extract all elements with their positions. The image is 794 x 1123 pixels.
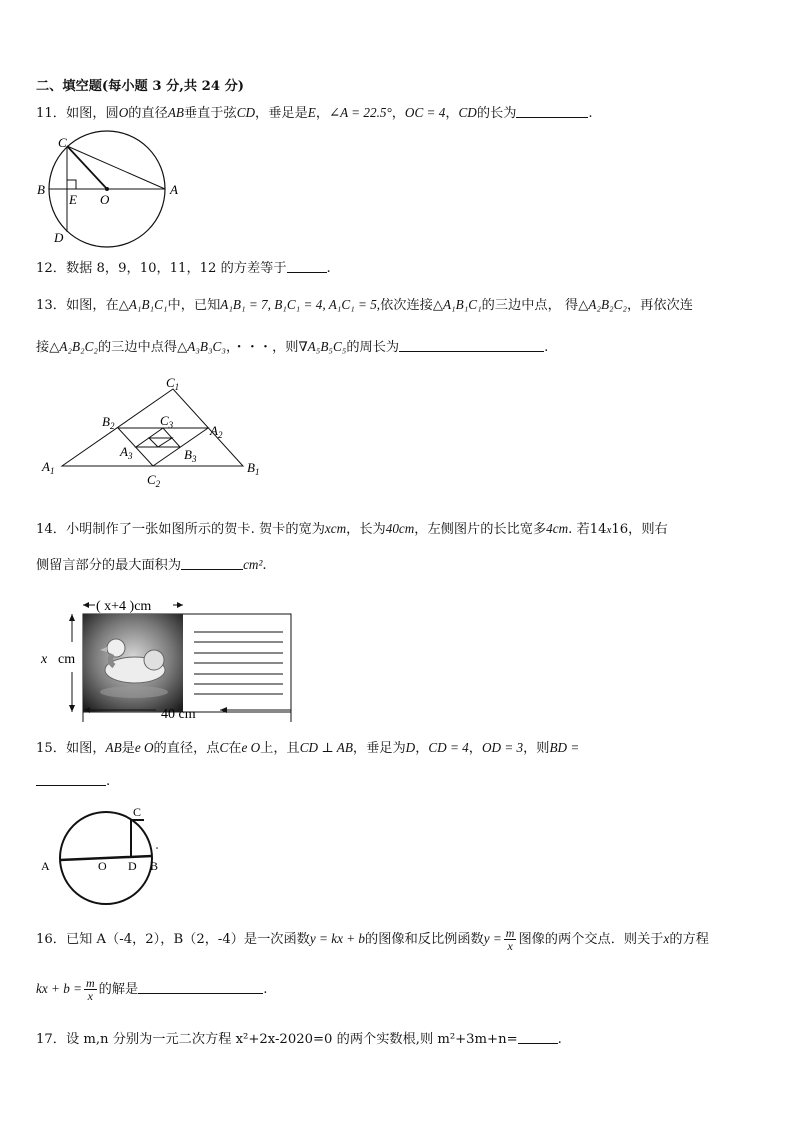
q13-math: △A₁B₁C₁ [118,297,168,312]
label-a2: $A_2$ [210,423,223,440]
q16-text: 的图像和反比例函数 [365,932,484,947]
message-lines [194,632,283,694]
q16-math: y = [483,931,502,946]
fraction-numerator: m [505,926,515,940]
q14-math: 4cm [546,521,569,536]
q11-math: AB [167,105,184,120]
q13-math: A₁B₁ = 7, B₁C₁ = 4, A₁C₁ = 5, [220,297,381,312]
q14-text: 侧留言部分的最大面积为 [36,558,182,573]
q16-text: 的方程 [669,932,709,947]
q11-text: 垂直于弦 [183,106,237,121]
q11-text: ， [391,106,405,121]
label-a3: $A_3$ [120,444,133,461]
label-side-x: x [41,652,48,667]
q13-text: ，・・・，则 [225,340,299,355]
q12-text: 12．数据 8，9，10，11，12 的方差等于 [36,261,287,276]
q14-card-figure [38,592,298,724]
label-bottom-dimension: 40 cm [161,707,196,722]
label-d: D [128,859,137,873]
label-c1: $C_1$ [166,375,180,392]
stray-dot [156,847,158,849]
q11-math: OC = 4 [404,105,446,120]
answer-blank [181,557,243,570]
q16-math: x [663,931,670,946]
q15-text: 的直径，点 [153,741,220,756]
question-14-line-1 [36,521,668,538]
q12-text: . [326,261,331,276]
q13-text: 中，已知 [167,298,221,313]
q14-math: x [606,524,612,536]
q17-text: 17．设 m,n 分别为一元二次方程 x²+2x-2020=0 的两个实数根,则 m²+3m+n= [36,1032,518,1047]
q13-math: △A₃B₃C₃ [177,339,226,354]
q11-math: E [307,105,316,120]
question-17 [36,1031,562,1048]
q15-text: ，垂足为 [352,741,406,756]
q15-math: D [405,740,416,755]
q14-text: ，左侧图片的长比宽多 [414,522,547,537]
question-14-line-2 [36,557,267,574]
q15-math: CD ⊥ AB [299,740,353,755]
label-top-dimension: ( x+4 )cm [96,599,152,614]
label-e: E [69,192,77,207]
label-b: B [37,182,45,197]
q15-text: . [106,774,111,789]
question-12 [36,260,331,277]
question-16-line-1 [36,927,709,952]
q11-math: O [118,105,129,120]
q16-math: kx + b = [36,981,82,996]
q11-circle-figure [34,130,184,250]
q14-text: . 若14 [568,522,607,537]
q11-text: ， [315,106,330,121]
q13-math: △A₂B₂C₂ [49,339,98,354]
q11-math: CD [458,105,477,120]
triangle-a4b4c4 [149,438,172,447]
q16-math: y = kx + b [309,931,366,946]
q15-text: 是 [121,741,135,756]
q14-text: 14．小明制作了一张如图所示的贺卡. 贺卡的宽为 [36,522,325,537]
q15-math: BD = [549,740,580,755]
q11-text: . [588,106,593,121]
right-angle-mark [67,180,76,189]
q13-text: 13．如图，在 [36,298,119,313]
q16-text: 16．已知 A（-4，2），B（2，-4）是一次函数 [36,932,310,947]
fraction-m-over-x [504,927,517,952]
label-b2: $B_2$ [102,414,115,431]
q11-math: ∠A = 22.5° [329,105,392,120]
q15-math: e O [241,740,261,755]
q11-text: 的直径 [128,106,168,121]
q14-text: . [262,558,267,573]
arrow-icon [69,705,75,712]
q15-math: OD = 3 [481,740,524,755]
q15-text: 15．如图， [36,741,106,756]
label-c3: $C_3$ [160,413,174,430]
fraction-numerator: m [86,976,95,990]
q15-math: CD = 4 [428,740,469,755]
label-c: C [58,135,67,150]
question-13-line-2 [36,339,548,356]
q13-triangle-figure [38,373,273,495]
label-o: O [98,859,107,873]
label-b: B [150,859,159,873]
arrow-icon [69,614,75,621]
question-15-line-1 [36,740,579,757]
q13-text: 依次连接 [380,298,433,313]
q14-math: 40cm [385,521,415,536]
question-15-line-2 [36,773,110,790]
q13-text: 的周长为 [346,340,400,355]
question-11 [36,105,593,122]
label-a: A [170,182,178,197]
q16-text: 图像的两个交点．则关于 [518,932,664,947]
segment-ca [67,146,165,189]
label-d: D [54,230,64,245]
q13-text: 的三边中点， 得 [481,298,579,313]
answer-blank [287,260,327,273]
q15-math: C [219,740,229,755]
arrow-icon [83,602,89,608]
label-c: C [133,805,142,819]
q14-text: 16，则右 [611,522,668,537]
q13-text: 的三边中点得 [98,340,178,355]
q15-math: e O [134,740,154,755]
label-o: O [100,192,110,207]
q17-text: . [557,1032,562,1047]
q11-math: CD [236,105,256,120]
label-side-cm: cm [58,652,76,667]
section-title: 二、填空题(每小题 3 分,共 24 分) [36,79,245,94]
label-b1: $B_1$ [247,460,260,477]
answer-blank [138,981,263,994]
q11-text: ，垂足是 [255,106,308,121]
q16-text: 的解是 [98,982,139,997]
fraction-denominator: x [87,989,93,1003]
q16-text: . [263,982,268,997]
question-16-line-2 [36,977,267,1002]
q15-text: 上，且 [260,741,300,756]
answer-blank [399,339,544,352]
q15-math: AB [105,740,122,755]
q14-math: xcm [324,521,347,536]
q13-text: . [544,340,549,355]
q15-text: ，则 [523,741,550,756]
q15-text: 在 [228,741,242,756]
q14-math: cm² [243,557,263,572]
fraction-m-over-x [84,977,97,1002]
center-dot [105,187,109,191]
q15-text: ， [415,741,429,756]
q13-text: ，再依次连 [627,298,693,313]
q15-text: ， [468,741,482,756]
answer-blank [518,1031,558,1044]
q11-text: ， [445,106,459,121]
label-b3: $B_3$ [184,447,197,464]
q13-math: △A₂B₂C₂ [578,297,627,312]
segment-co [67,146,107,189]
q15-circle-figure [36,800,166,910]
answer-blank [36,773,106,786]
q13-text: 接 [36,340,50,355]
q11-text: 的长为 [476,106,517,121]
fraction-denominator: x [507,939,513,953]
q13-math: △A₁B₁C₁ [432,297,482,312]
q11-text: 11．如图，圆 [36,106,119,121]
q13-math: ∇A₅B₅C₅ [298,339,347,354]
arrow-icon [177,602,183,608]
question-13-line-1 [36,297,693,314]
label-a1: $A_1$ [42,459,55,476]
label-a: A [41,859,50,873]
answer-blank [516,105,588,118]
label-c2: $C_2$ [147,472,161,489]
q14-text: ，长为 [346,522,386,537]
